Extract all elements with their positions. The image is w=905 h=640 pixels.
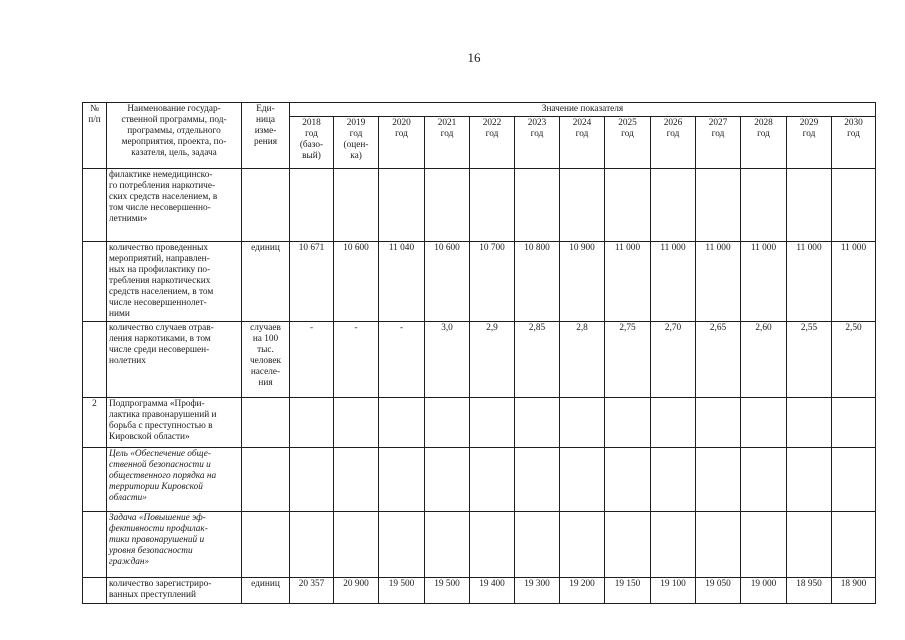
row-value <box>470 511 515 577</box>
row-value: 2,60 <box>741 321 787 397</box>
row-value: 20 357 <box>290 577 334 603</box>
row-value <box>515 168 560 241</box>
row-value <box>470 397 515 447</box>
row-name: Задача «Повышение эф- фективности профилак- тики правонарушений и уровня безопасности граждан» <box>107 511 242 577</box>
row-value <box>425 397 470 447</box>
row-value: 19 500 <box>425 577 470 603</box>
header-num: № п/п <box>83 103 107 169</box>
row-value: 11 000 <box>741 241 787 321</box>
row-value <box>605 447 651 511</box>
row-value <box>560 397 605 447</box>
row-value: 11 000 <box>605 241 651 321</box>
row-value: 18 950 <box>787 577 832 603</box>
row-name: количество зарегистриро- ванных преступлений <box>107 577 242 603</box>
table-row <box>83 168 876 241</box>
row-unit: единиц <box>242 241 290 321</box>
row-num <box>83 241 107 321</box>
header-year: 2030 год <box>832 116 876 168</box>
header-year: 2018 год (базо- вый) <box>290 116 334 168</box>
row-value: 11 040 <box>379 241 425 321</box>
row-value: 19 100 <box>651 577 696 603</box>
row-value: 2,8 <box>560 321 605 397</box>
row-value: 19 300 <box>515 577 560 603</box>
page-number: 16 <box>467 50 481 65</box>
row-value <box>605 511 651 577</box>
row-value: 2,55 <box>787 321 832 397</box>
row-name: филактике немедицинско- го потребления наркотиче- ских средств населением, в том числе несовершенно- летними» <box>107 168 242 241</box>
row-value <box>696 397 741 447</box>
row-value <box>560 168 605 241</box>
header-year: 2025 год <box>605 116 651 168</box>
row-value: 19 150 <box>605 577 651 603</box>
row-value <box>290 168 334 241</box>
row-num <box>83 168 107 241</box>
row-unit: случаев на 100 тыс. человек населе- ния <box>242 321 290 397</box>
row-value: 11 000 <box>787 241 832 321</box>
header-name: Наименование государ- ственной программы, под- программы, отдельного мероприятия, проекта, по- казателя, цель, задача <box>107 103 242 169</box>
row-num <box>83 447 107 511</box>
row-value: 20 900 <box>334 577 379 603</box>
row-value: 19 000 <box>741 577 787 603</box>
row-value <box>334 397 379 447</box>
row-value: 2,85 <box>515 321 560 397</box>
row-unit <box>242 168 290 241</box>
row-num <box>83 577 107 603</box>
row-value: - <box>379 321 425 397</box>
row-value <box>560 447 605 511</box>
row-value <box>651 447 696 511</box>
header-year: 2027 год <box>696 116 741 168</box>
row-value: 19 400 <box>470 577 515 603</box>
row-value: - <box>290 321 334 397</box>
row-value <box>425 511 470 577</box>
row-value <box>379 168 425 241</box>
header-year: 2023 год <box>515 116 560 168</box>
row-value <box>605 397 651 447</box>
row-value: 10 900 <box>560 241 605 321</box>
row-name: Подпрограмма «Профи- лактика правонарушений и борьба с преступностью в Кировской области» <box>107 397 242 447</box>
row-value: 18 900 <box>832 577 876 603</box>
header-row <box>83 103 876 117</box>
row-value <box>741 511 787 577</box>
header-year: 2024 год <box>560 116 605 168</box>
indicator-table <box>82 102 876 604</box>
header-year: 2026 год <box>651 116 696 168</box>
row-value <box>425 447 470 511</box>
row-value <box>560 511 605 577</box>
row-value: 19 500 <box>379 577 425 603</box>
row-value <box>651 511 696 577</box>
row-value <box>787 168 832 241</box>
row-value: 10 600 <box>425 241 470 321</box>
row-value <box>741 397 787 447</box>
row-name: количество проведенных мероприятий, направлен- ных на профилактику по- требления наркотических средств населением, в том числе несовершеннолет- ними <box>107 241 242 321</box>
row-num <box>83 321 107 397</box>
row-value: 2,75 <box>605 321 651 397</box>
row-value <box>605 168 651 241</box>
table-row <box>83 397 876 447</box>
row-value: 2,50 <box>832 321 876 397</box>
row-unit <box>242 511 290 577</box>
row-value: 10 600 <box>334 241 379 321</box>
row-value: 11 000 <box>832 241 876 321</box>
table-row <box>83 321 876 397</box>
row-value <box>787 397 832 447</box>
row-name: Цель «Обеспечение обще- ственной безопасности и общественного порядка на территории Кировской области» <box>107 447 242 511</box>
header-value-title: Значение показателя <box>290 103 876 117</box>
row-value <box>379 511 425 577</box>
row-num <box>83 511 107 577</box>
row-value <box>515 447 560 511</box>
row-value <box>832 511 876 577</box>
table-row <box>83 241 876 321</box>
row-value: 10 700 <box>470 241 515 321</box>
row-value: 2,65 <box>696 321 741 397</box>
row-unit: единиц <box>242 577 290 603</box>
row-value <box>425 168 470 241</box>
row-value: 11 000 <box>651 241 696 321</box>
row-num: 2 <box>83 397 107 447</box>
row-value <box>832 397 876 447</box>
table-row <box>83 447 876 511</box>
row-value: 19 050 <box>696 577 741 603</box>
row-value <box>832 168 876 241</box>
row-value: 19 200 <box>560 577 605 603</box>
row-value <box>290 447 334 511</box>
row-value: 10 671 <box>290 241 334 321</box>
row-value <box>334 511 379 577</box>
row-value <box>696 168 741 241</box>
row-value <box>651 168 696 241</box>
header-year: 2029 год <box>787 116 832 168</box>
table-row <box>83 577 876 603</box>
header-year: 2020 год <box>379 116 425 168</box>
row-value <box>787 511 832 577</box>
table-row <box>83 511 876 577</box>
row-value <box>334 447 379 511</box>
row-unit <box>242 447 290 511</box>
row-value <box>741 447 787 511</box>
row-name: количество случаев отрав- ления наркотиками, в том числе среди несовершен- нолетних <box>107 321 242 397</box>
row-value <box>741 168 787 241</box>
row-value: 11 000 <box>696 241 741 321</box>
row-value <box>290 511 334 577</box>
row-value <box>515 397 560 447</box>
header-unit: Еди- ница изме- рения <box>242 103 290 169</box>
row-value <box>696 511 741 577</box>
header-year: 2021 год <box>425 116 470 168</box>
row-value <box>379 447 425 511</box>
row-value <box>651 397 696 447</box>
row-value: 2,9 <box>470 321 515 397</box>
header-year: 2028 год <box>741 116 787 168</box>
row-value <box>787 447 832 511</box>
row-value <box>470 447 515 511</box>
row-value: 3,0 <box>425 321 470 397</box>
row-value <box>470 168 515 241</box>
row-value <box>379 397 425 447</box>
row-value: - <box>334 321 379 397</box>
row-value <box>696 447 741 511</box>
row-unit <box>242 397 290 447</box>
header-year: 2022 год <box>470 116 515 168</box>
header-year: 2019 год (оцен- ка) <box>334 116 379 168</box>
row-value: 10 800 <box>515 241 560 321</box>
row-value <box>290 397 334 447</box>
row-value: 2,70 <box>651 321 696 397</box>
row-value <box>334 168 379 241</box>
row-value <box>832 447 876 511</box>
row-value <box>515 511 560 577</box>
